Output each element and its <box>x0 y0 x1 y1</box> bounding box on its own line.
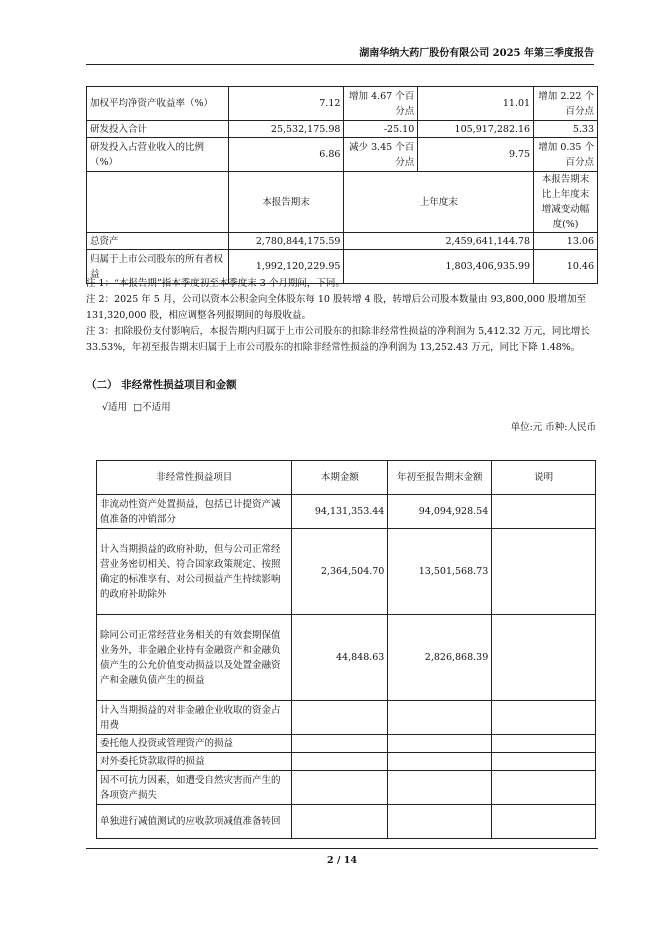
ytd-value: 11.01 <box>418 87 534 121</box>
change-value: 10.46 <box>534 250 598 284</box>
note-cell <box>492 735 596 753</box>
table-row <box>87 87 598 121</box>
ytd-change-value: 增加 2.22 个百分点 <box>534 87 598 121</box>
item-cell: 单独进行减值测试的应收款项减值准备转回 <box>97 805 292 839</box>
item-cell: 委托他人投资或管理资产的损益 <box>97 735 292 753</box>
item-cell: 计入当期损益的政府补助，但与公司正常经营业务密切相关、符合国家政策规定、按照确定的标准享有、对公司损益产生持续影响的政府补助除外 <box>97 529 292 615</box>
current-cell <box>292 735 388 753</box>
current-cell <box>292 771 388 805</box>
table-row <box>97 701 596 735</box>
ytd-change-value: 增加 0.35 个百分点 <box>534 138 598 172</box>
row-label: 总资产 <box>87 233 229 250</box>
change-value: 减少 3.45 个百分点 <box>344 138 418 172</box>
subheader-change: 本报告期末比上年度末增减变动幅度(%) <box>534 172 598 233</box>
prior-value: 2,459,641,144.78 <box>344 233 534 250</box>
non-recurring-table <box>96 460 596 839</box>
applicable-checkbox: √适用 <box>102 402 128 413</box>
report-header: 湖南华纳大药厂股份有限公司 2025 年第三季度报告 <box>86 44 594 65</box>
current-value: 6.86 <box>228 138 344 172</box>
row-label: 研发投入合计 <box>87 121 229 138</box>
current-cell: 2,364,504.70 <box>292 529 388 615</box>
table-row <box>87 233 598 250</box>
ytd-cell <box>388 805 492 839</box>
ytd-cell: 2,826,868.39 <box>388 615 492 701</box>
current-cell <box>292 805 388 839</box>
row-label: 研发投入占营业收入的比例（%） <box>87 138 229 172</box>
notes-block <box>86 276 598 356</box>
current-value: 7.12 <box>228 87 344 121</box>
header-current: 本期金额 <box>292 461 388 495</box>
not-applicable-checkbox: □不适用 <box>133 402 171 413</box>
current-value: 25,532,175.98 <box>228 121 344 138</box>
current-cell: 44,848.63 <box>292 615 388 701</box>
subheader-current: 本报告期末 <box>228 172 344 233</box>
unit-label: 单位:元 币种:人民币 <box>510 422 596 433</box>
table-row <box>87 138 598 172</box>
note-cell <box>492 753 596 771</box>
subheader-prior: 上年度末 <box>344 172 534 233</box>
note-cell <box>492 771 596 805</box>
note-3: 注 3：扣除股份支付影响后，本报告期内归属于上市公司股东的扣除非经常性损益的净利润为 5,412.32 万元，同比增长 33.53%，年初至报告期末归属于上市公司股东的扣除非经常性损益的净利润为 13,252.43 万元，同比下降 1.48%。 <box>86 326 590 353</box>
ytd-cell <box>388 701 492 735</box>
item-cell: 对外委托贷款取得的损益 <box>97 753 292 771</box>
financial-metrics-table <box>86 86 598 284</box>
change-value: 13.06 <box>534 233 598 250</box>
ytd-change-value: 5.33 <box>534 121 598 138</box>
note-2: 注 2：2025 年 5 月，公司以资本公积金向全体股东每 10 股转增 4 股，转增后公司股本数量由 93,800,000 股增加至 131,320,000 股，相应调整各列报期间的每股收益。 <box>86 294 586 321</box>
row-label: 归属于上市公司股东的所有者权益 <box>87 250 229 284</box>
note-cell <box>492 615 596 701</box>
item-cell: 除同公司正常经营业务相关的有效套期保值业务外，非金融企业持有金融资产和金融负债产生的公允价值变动损益以及处置金融资产和金融负债产生的损益 <box>97 615 292 701</box>
note-cell <box>492 495 596 529</box>
note-1: 注 1：“本报告期”指本季度初至本季度末 3 个月期间，下同。 <box>86 278 345 289</box>
table-row <box>97 495 596 529</box>
item-cell: 非流动性资产处置损益，包括已计提资产减值准备的冲销部分 <box>97 495 292 529</box>
table-subheader-row <box>87 172 598 233</box>
ytd-value: 9.75 <box>418 138 534 172</box>
ytd-cell <box>388 735 492 753</box>
table-row <box>97 753 596 771</box>
note-cell <box>492 529 596 615</box>
table-row <box>97 615 596 701</box>
ytd-cell: 94,094,928.54 <box>388 495 492 529</box>
item-cell: 因不可抗力因素，如遭受自然灾害而产生的各项资产损失 <box>97 771 292 805</box>
ytd-value: 105,917,282.16 <box>418 121 534 138</box>
ytd-cell <box>388 771 492 805</box>
current-value: 1,992,120,229.95 <box>228 250 344 284</box>
applicability <box>102 399 171 413</box>
row-label: 加权平均净资产收益率（%） <box>87 87 229 121</box>
page-number: 2 / 14 <box>86 848 598 866</box>
table-row <box>87 121 598 138</box>
header-item: 非经常性损益项目 <box>97 461 292 495</box>
ytd-cell: 13,501,568.73 <box>388 529 492 615</box>
table-row <box>97 529 596 615</box>
current-value: 2,780,844,175.59 <box>228 233 344 250</box>
prior-value: 1,803,406,935.99 <box>344 250 534 284</box>
table-row <box>97 771 596 805</box>
ytd-cell <box>388 753 492 771</box>
note-cell <box>492 701 596 735</box>
change-value: -25.10 <box>344 121 418 138</box>
header-ytd: 年初至报告期末金额 <box>388 461 492 495</box>
item-cell: 计入当期损益的对非金融企业收取的资金占用费 <box>97 701 292 735</box>
current-cell: 94,131,353.44 <box>292 495 388 529</box>
change-value: 增加 4.67 个百分点 <box>344 87 418 121</box>
header-note: 说明 <box>492 461 596 495</box>
table-row <box>97 805 596 839</box>
table-header-row <box>97 461 596 495</box>
note-cell <box>492 805 596 839</box>
current-cell <box>292 701 388 735</box>
section-title: （二） 非经常性损益项目和金额 <box>86 379 237 391</box>
table-row <box>97 735 596 753</box>
current-cell <box>292 753 388 771</box>
